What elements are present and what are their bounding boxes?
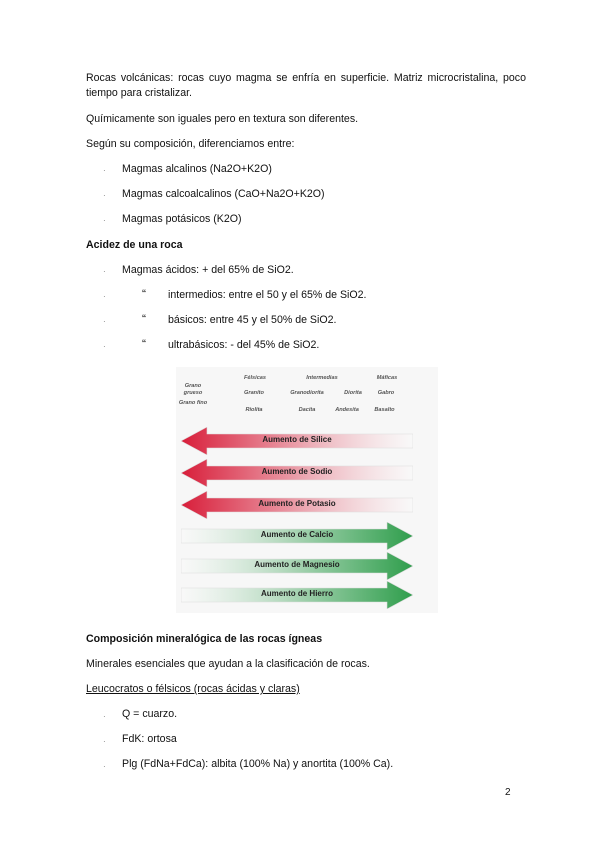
arrow-label: Aumento de Potasio (258, 499, 336, 508)
list-item: básicos: entre 45 y el 50% de SiO2. (168, 314, 337, 326)
rock-diorita: Diorita (344, 390, 362, 396)
arrow-label: Aumento de Calcio (260, 530, 334, 539)
arrow-silice (181, 427, 413, 455)
paragraph-volcanic-rocks: Rocas volcánicas: rocas cuyo magma se enfría en superficie. Matriz microcristalina, poco tiempo para cristalizar. (86, 72, 526, 99)
arrow-calcio (181, 522, 413, 550)
paragraph-mineral-intro: Minerales esenciales que ayudan a la clasificación de rocas. (86, 658, 370, 670)
arrow-sodio (181, 459, 413, 487)
header-maficas: Máficas (376, 375, 398, 381)
ditto-mark: “ (142, 337, 146, 351)
list-item: ultrabásicos: - del 45% de SiO2. (168, 339, 320, 351)
bullet-marker: · (103, 267, 106, 276)
arrow-hierro (181, 581, 413, 609)
ditto-mark: “ (142, 287, 146, 301)
list-item: FdK: ortosa (122, 733, 177, 745)
label-grain-coarse: Grano grueso (183, 383, 203, 396)
arrow-label: Aumento de Magnesio (254, 560, 340, 569)
arrow-magnesio (181, 552, 413, 580)
rock-granito: Granito (244, 390, 264, 396)
rock-basalto: Basalto (374, 407, 395, 413)
rock-andesita: Andesita (335, 407, 359, 413)
bullet-marker: · (103, 317, 106, 326)
list-item: Q = cuarzo. (122, 708, 178, 720)
section-heading-mineral: Composición mineralógica de las rocas ígneas (86, 633, 323, 645)
header-felsicas: Félsicas (243, 375, 267, 381)
list-item: Magmas potásicos (K2O) (122, 213, 242, 225)
header-intermedias: Intermedias (306, 375, 338, 381)
subheading-leucocratos (86, 682, 526, 697)
page-number: 2 (505, 787, 511, 798)
bullet-marker: · (103, 216, 106, 225)
ditto-mark: “ (142, 312, 146, 326)
arrow-label: Aumento de Sodio (261, 467, 333, 476)
bullet-marker: · (103, 712, 106, 721)
bullet-marker: · (103, 292, 106, 301)
arrow-potasio (181, 491, 413, 519)
rock-granodiorita: Granodiorita (290, 390, 324, 396)
arrow-label: Aumento de Sílice (262, 435, 332, 444)
list-item: Plg (FdNa+FdCa): albita (100% Na) y anortita (100% Ca). (122, 758, 394, 770)
bullet-marker: · (103, 191, 106, 200)
rock-riolita: Riolita (245, 407, 263, 413)
bullet-marker: · (103, 737, 106, 746)
rock-gabro: Gabro (377, 390, 395, 396)
list-item: Magmas calcoalcalinos (CaO+Na2O+K2O) (122, 188, 325, 200)
bullet-marker: · (103, 762, 106, 771)
paragraph-chemistry: Químicamente son iguales pero en textura son diferentes. (86, 113, 359, 125)
label-grain-fine: Grano fino (178, 400, 208, 406)
list-item: Magmas ácidos: + del 65% de SiO2. (122, 264, 294, 276)
bullet-marker: · (103, 342, 106, 351)
leucocratos-title: Leucocratos o félsicos (rocas ácidas y claras) (86, 683, 300, 695)
igneous-rock-figure (176, 367, 438, 613)
paragraph-composition: Según su composición, diferenciamos entre: (86, 138, 295, 150)
arrow-label: Aumento de Hierro (260, 589, 333, 598)
list-item: intermedios: entre el 50 y el 65% de SiO2. (168, 289, 367, 301)
list-item: Magmas alcalinos (Na2O+K2O) (122, 163, 272, 175)
rock-dacita: Dacita (298, 407, 316, 413)
bullet-marker: · (103, 166, 106, 175)
section-heading-acidez: Acidez de una roca (86, 239, 183, 251)
